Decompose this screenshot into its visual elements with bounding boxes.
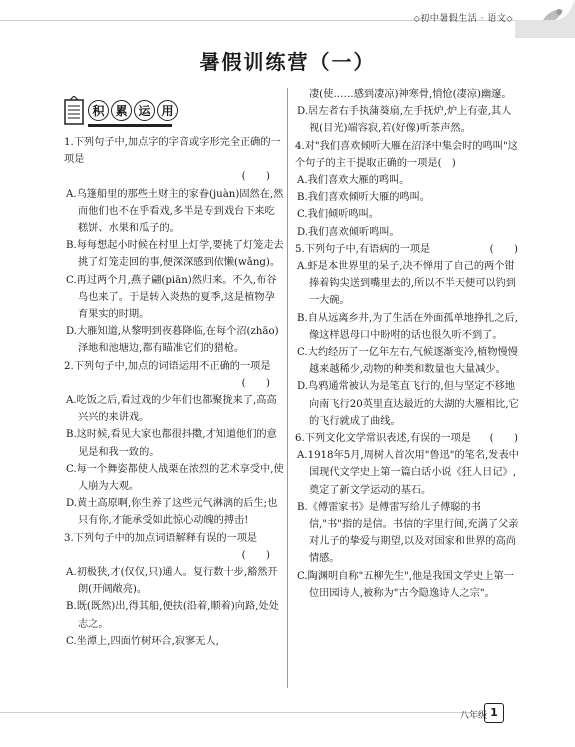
answer-blank[interactable]: ( ) [489,433,518,445]
question-stem [295,241,520,258]
question-1 [64,134,284,358]
book-icon [64,96,86,126]
right-column [295,86,520,602]
option-a: A.初极狭,才(仅仅,只)通人。复行数十步,豁然开朗(开阔敞亮)。 [66,567,278,596]
option-c: C.我们倾听鸣叫。 [297,209,379,221]
option-c: C.陶渊明自称"五柳先生",他是我国文学史上第一位田园诗人,被称为"古今隐逸诗人之宗"。 [297,570,514,599]
page-footer [0,700,575,747]
answer-blank[interactable]: ( ) [241,377,270,389]
option-b: B.自从远离乡井,为了生活在外面孤单地挣扎之后,像这样恩母口中盼咐的话也很久听不到了。 [297,312,518,341]
badge-char: 运 [134,100,155,121]
option-b: B.我们喜欢倾听大雁的鸣叫。 [297,192,430,204]
option-d: D.居左者右手执蒲葵扇,左手抚炉,炉上有壶,其人视(目光)端容寂,若(好像)听茶声然。 [297,106,512,135]
grade-label: 八年级 [460,711,488,721]
option-b: B.每每想起小时候在村里上灯学,要挑了灯笼走去挑了灯笼走回的事,便深深感到依懒(wǎng)。 [66,240,284,269]
answer-blank[interactable]: ( ) [437,157,456,169]
option-a: A.我们喜欢大雁的鸣叫。 [297,175,410,187]
answer-blank[interactable]: ( ) [241,171,270,183]
option-c: C.大约经历了一亿年左右,气候逐渐变冷,植物慢慢越来越稀少,动物的种类和数量也大量减少。 [297,347,518,376]
page-number: 1 [484,703,504,723]
question-2 [64,358,284,530]
question-stem [295,138,520,172]
option-c: C.每一个舞姿都使人战栗在浓烈的艺术享受中,使人崩为大观。 [66,463,284,493]
option-c-continued: 凄(使……感到凄凉)神寒骨,悄怆(凄凉)幽邃。 [309,89,512,100]
question-text: 5.下列句子中,有语病的一项是 [295,243,431,255]
answer-blank[interactable]: ( ) [241,549,270,561]
question-stem: 2.下列句子中,加点的词语运用不正确的一项是 [64,360,271,372]
badge-char: 用 [157,100,178,121]
diamond-icon: ◇ [413,14,421,23]
diamond-icon: ◇ [506,14,513,23]
badge-underline [88,124,172,127]
question-text: 6.下列文化文学常识表述,有误的一项是 [295,433,471,445]
badge-char: 累 [111,100,132,121]
option-b: B.既(既然)出,得其船,便扶(沿着,顺着)向路,处处志之。 [66,601,279,630]
option-b: B.这时候,看见大家也都很抖擞,才知道他们的意见是和我一致的。 [66,429,277,458]
option-c: C.再过两个月,燕子翩(piān)然归来。不久,布谷鸟也来了。于是转入炎热的夏季,这是植物孕育果实的时期。 [66,274,277,321]
question-6 [295,430,520,602]
option-d: D.鸟鸦通常被认为是笔直飞行的,但与坚定不移地向南飞行20英里直达最近的大湖的大雁相比,它的飞行就成了曲线。 [297,381,519,427]
option-a: A.虾是本世界里的呆子,决不惮用了自己的两个钳捧着钩尖送到嘴里去的,所以不半天便可以钓到一大碗。 [297,261,516,307]
question-5 [295,241,520,430]
answer-blank[interactable]: ( ) [489,243,518,255]
question-text: 4.对"我们喜欢倾听大雁在沼泽中集会时的鸣叫"这个句子的主干提取正确的一项是 [295,140,518,169]
option-a: A.乌篷船里的那些土财主的家眷(juàn)固然在,然而他们也不在乎看戏,多半是专到戏台下来吃糕饼、水果和瓜子的。 [66,188,284,235]
badge-char: 积 [88,100,109,121]
option-b: B.《傅雷家书》是傅雷写给儿子傅聪的书信,"书"指的是信。书信的字里行间,充满了父亲对儿子的挚爱与期望,以及对国家和世界的高尚情感。 [297,501,519,565]
question-3 [64,530,284,650]
option-c: C.坐潭上,四面竹树环合,寂寥无人, [66,635,219,647]
question-4 [295,138,520,241]
footer-rule [0,712,470,713]
option-d: D.黄土高原啊,你生养了这些元气淋漓的后生;也只有你,才能承受如此惊心动魄的搏击! [66,498,278,527]
question-stem [295,430,520,447]
question-stem: 3.下列句子中的加点词语解释有误的一项是 [64,532,258,544]
header-tag [414,11,513,24]
option-d: D.大雁知道,从黎明到夜暮降临,在每个沼(zhāo)泽地和池塘边,都有瞄准它们的猎枪。 [66,326,279,355]
left-column [64,134,284,650]
page-title: 暑假训练营（一） [199,50,376,74]
option-a: A.1918年5月,周树人首次用"鲁迅"的笔名,发表中国现代文学史上第一篇白话小说《狂人日记》,奠定了新文学运动的基石。 [297,450,519,496]
question-stem: 1.下列句子中,加点字的字音或字形完全正确的一项是 [64,137,281,166]
option-d: D.我们喜欢倾听鸣叫。 [297,226,400,238]
section-badge [64,94,172,128]
header-tag-text: 初中暑假生活 · 语文 [420,14,507,24]
page-curl-icon [515,0,575,38]
column-divider [287,88,288,688]
option-a: A.吃饭之后,看过戏的少年们也都聚拢来了,高高兴兴的来讲戏。 [66,395,277,424]
